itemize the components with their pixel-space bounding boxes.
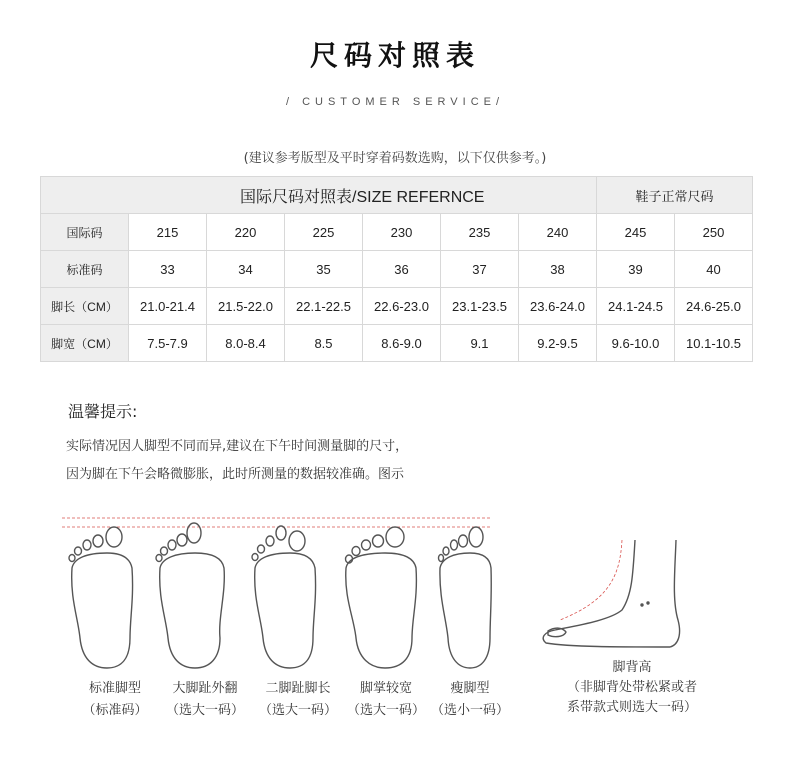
table-cell: 10.1-10.5 — [675, 325, 753, 362]
foot-name: 脚掌较宽 — [359, 681, 412, 696]
intl-size-title: 国际尺码对照表/SIZE REFERNCE — [129, 177, 597, 214]
table-cell: 36 — [363, 251, 441, 288]
foot-name: 二脚趾脚长 — [265, 681, 331, 696]
instep-label — [532, 658, 732, 718]
table-cell: 40 — [675, 251, 753, 288]
page-subtitle: / CUSTOMER SERVICE/ — [285, 96, 505, 108]
table-cell: 9.1 — [441, 325, 519, 362]
foot-standard-icon — [69, 527, 133, 668]
foot-bunion-icon — [156, 523, 224, 668]
table-cell: 24.6-25.0 — [675, 288, 753, 325]
normal-size-title: 鞋子正常尺码 — [597, 177, 753, 214]
foot-wide-icon — [346, 527, 417, 668]
table-row — [41, 288, 753, 325]
tips-line-1: 实际情况因人脚型不同而异,建议在下午时间测量脚的尺寸， — [66, 439, 409, 454]
table-cell: 21.5-22.0 — [207, 288, 285, 325]
foot-advice: （选大一码） — [346, 703, 425, 718]
table-row — [41, 325, 753, 362]
foot-advice: （选大一码） — [165, 703, 244, 718]
table-cell: 215 — [129, 214, 207, 251]
instep-advice-2: 系带款式则选大一码） — [566, 700, 697, 715]
table-cell: 230 — [363, 214, 441, 251]
advice-text: (建议参考版型及平时穿着码数选购，以下仅供参考。) — [243, 151, 547, 166]
table-cell: 7.5-7.9 — [129, 325, 207, 362]
foot-instep-icon — [543, 540, 679, 647]
table-cell: 8.6-9.0 — [363, 325, 441, 362]
row-label-standard: 标准码 — [41, 251, 129, 288]
table-cell: 245 — [597, 214, 675, 251]
table-header-row — [41, 177, 753, 214]
table-cell: 39 — [597, 251, 675, 288]
table-cell: 22.6-23.0 — [363, 288, 441, 325]
table-cell: 225 — [285, 214, 363, 251]
table-corner-cell — [41, 177, 129, 214]
foot-name: 瘦脚型 — [450, 681, 490, 696]
tips-title: 温馨提示: — [68, 402, 138, 421]
foot-advice: （标准码） — [82, 703, 148, 718]
foot-name: 标准脚型 — [88, 681, 141, 696]
instep-name: 脚背高 — [612, 660, 652, 675]
instep-advice-1: （非脚背处带松紧或者 — [566, 680, 697, 695]
table-row — [41, 214, 753, 251]
foot-advice: （选大一码） — [258, 703, 337, 718]
row-label-length: 脚长（CM） — [41, 288, 129, 325]
table-cell: 23.6-24.0 — [519, 288, 597, 325]
table-cell: 38 — [519, 251, 597, 288]
table-cell: 8.0-8.4 — [207, 325, 285, 362]
table-cell: 33 — [129, 251, 207, 288]
table-cell: 21.0-21.4 — [129, 288, 207, 325]
foot-second-toe-icon — [252, 526, 316, 668]
row-label-width: 脚宽（CM） — [41, 325, 129, 362]
table-row — [41, 251, 753, 288]
table-cell: 220 — [207, 214, 285, 251]
foot-label-slim — [415, 678, 525, 722]
foot-name: 大脚趾外翻 — [172, 681, 238, 696]
page-title: 尺码对照表 — [309, 39, 480, 72]
table-cell: 9.6-10.0 — [597, 325, 675, 362]
row-label-intl: 国际码 — [41, 214, 129, 251]
table-cell: 35 — [285, 251, 363, 288]
foot-advice: （选小一码） — [430, 703, 509, 718]
size-chart-table — [40, 176, 753, 362]
foot-slim-icon — [439, 527, 492, 668]
table-cell: 24.1-24.5 — [597, 288, 675, 325]
table-cell: 23.1-23.5 — [441, 288, 519, 325]
table-cell: 34 — [207, 251, 285, 288]
table-cell: 8.5 — [285, 325, 363, 362]
table-cell: 235 — [441, 214, 519, 251]
table-cell: 22.1-22.5 — [285, 288, 363, 325]
table-cell: 37 — [441, 251, 519, 288]
table-cell: 9.2-9.5 — [519, 325, 597, 362]
table-cell: 250 — [675, 214, 753, 251]
tips-line-2: 因为脚在下午会略微膨胀，此时所测量的数据较准确。图示 — [66, 467, 405, 482]
table-cell: 240 — [519, 214, 597, 251]
